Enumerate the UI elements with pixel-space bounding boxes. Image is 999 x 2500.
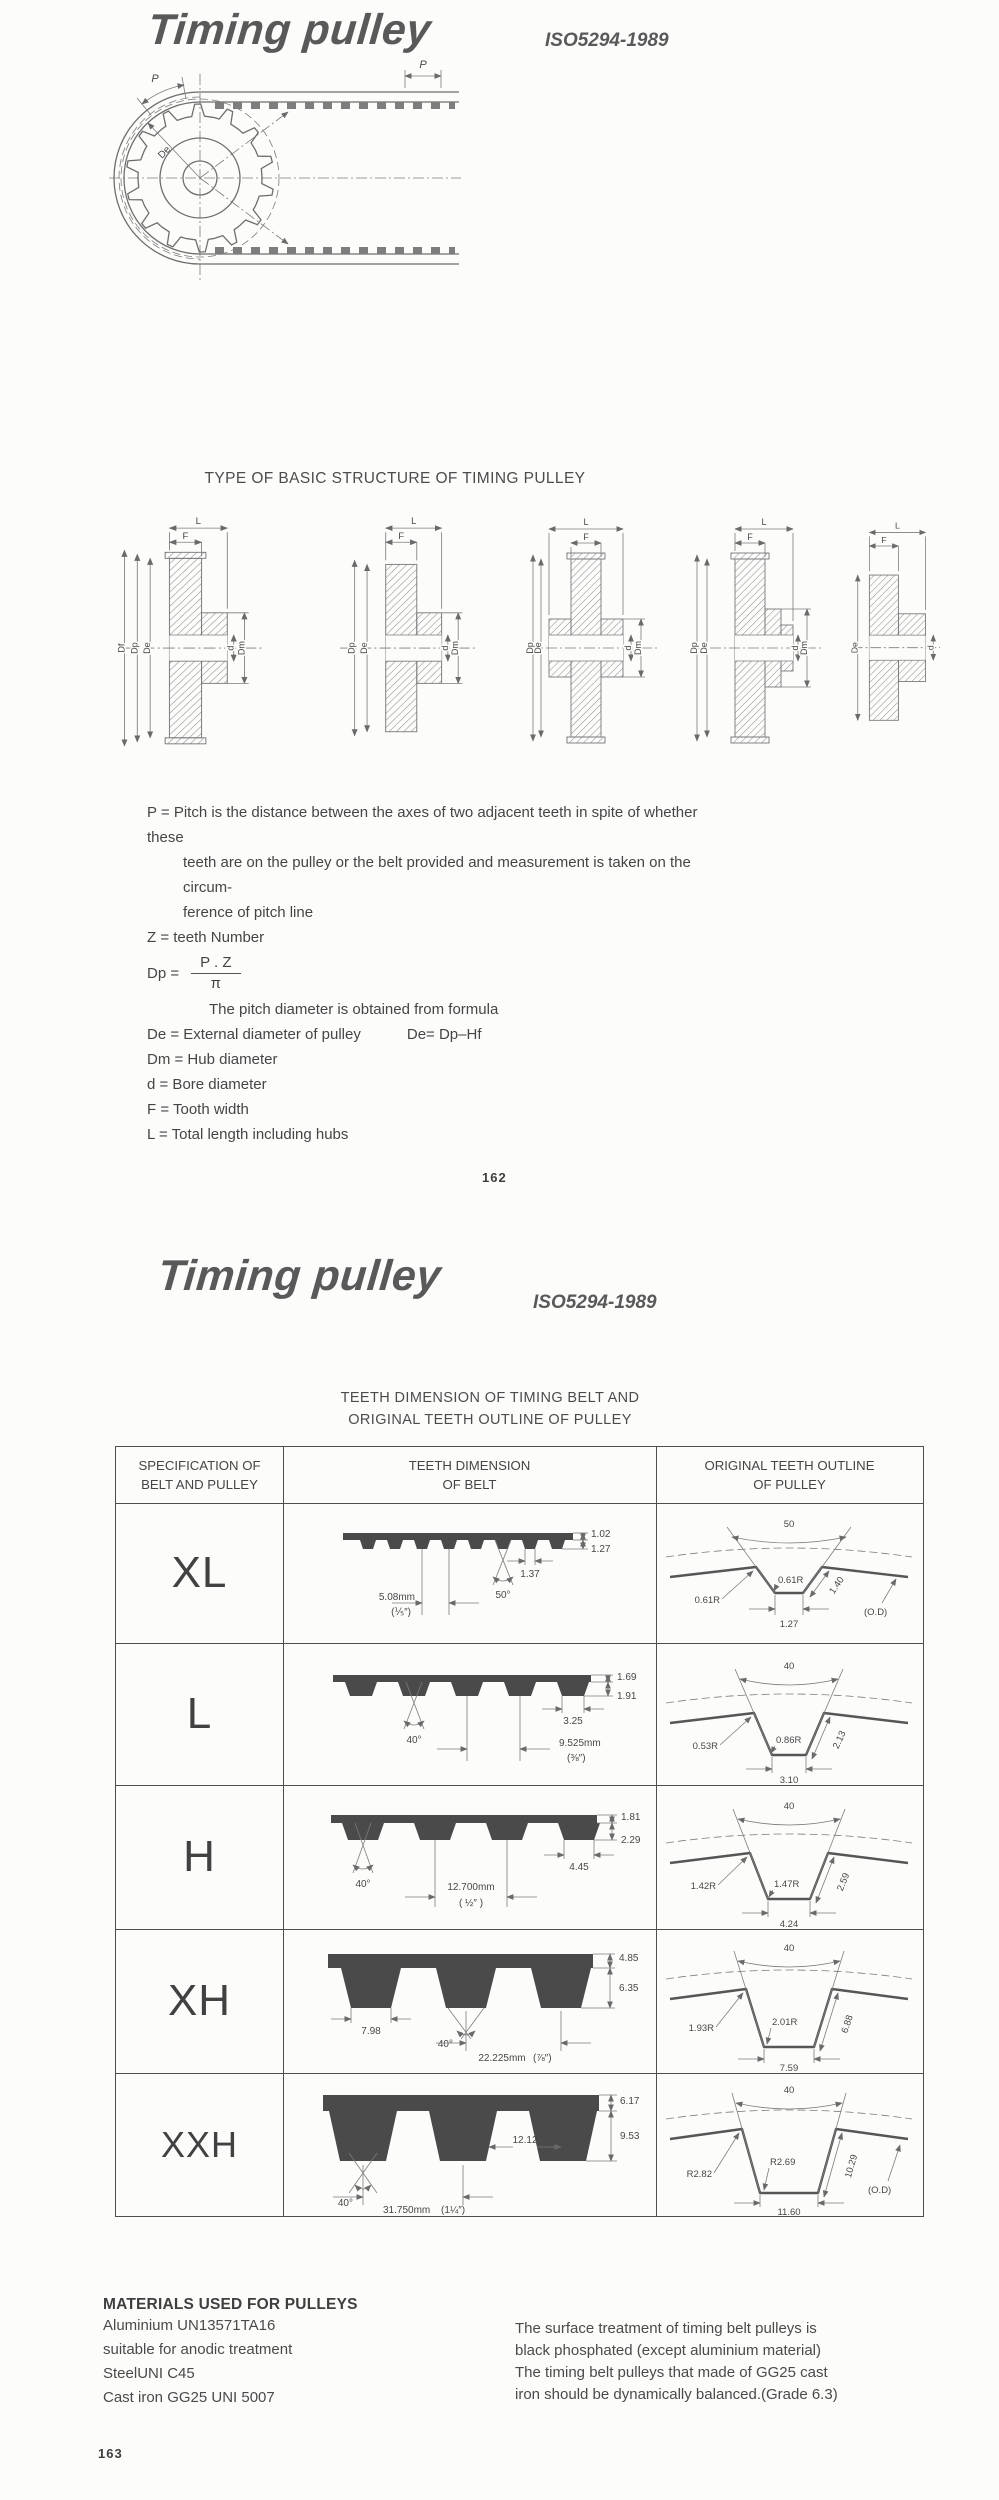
- belt-back-value: 4.85: [619, 1953, 639, 1964]
- tooth-tip-value: 12.12: [512, 2135, 538, 2146]
- materials-section-right: [515, 2318, 955, 2406]
- teeth-dimension-table: [115, 1446, 924, 2217]
- material-line: Aluminium UN13571TA16: [103, 2317, 276, 2334]
- definition-f: F = Tooth width: [147, 1101, 249, 1118]
- belt-tooth-height-value: 2.29: [621, 1835, 641, 1846]
- depth-dimension: [810, 1571, 829, 1597]
- od-arrow: [882, 1579, 896, 1603]
- pulley-outline-xh: [656, 1929, 923, 2073]
- width-value: 3.10: [779, 1775, 799, 1786]
- radius-side-arrow: [714, 2133, 739, 2173]
- width-value: 7.59: [779, 2063, 799, 2074]
- col2-header-line1: TEETH DIMENSION: [408, 1458, 531, 1473]
- col3-header-line1: ORIGINAL TEETH OUTLINE: [704, 1458, 875, 1473]
- angle-construction: [734, 1951, 844, 2047]
- belt-back-value: 6.17: [620, 2096, 640, 2107]
- angle-construction: [732, 2093, 846, 2193]
- width-value: 4.24: [779, 1919, 799, 1930]
- width-dimension: [738, 2049, 840, 2063]
- formula-lhs: Dp =: [147, 965, 180, 982]
- belt-tooth-height-value: 6.35: [619, 1983, 639, 1994]
- depth-value: 2.59: [835, 1871, 853, 1893]
- pulley-outline-xl: [656, 1503, 923, 1643]
- groove-profile: [670, 1853, 908, 1899]
- dim-Dp: Dp: [689, 642, 699, 654]
- structure-diagram-4: [687, 512, 827, 764]
- surface-treatment-line: The surface treatment of timing belt pulleys is: [515, 2320, 817, 2337]
- table-heading-line1: TEETH DIMENSION OF TIMING BELT AND: [340, 1390, 640, 1406]
- dim-d: d: [623, 645, 633, 651]
- spec-label-xh: XH: [167, 1976, 232, 2025]
- dim-Dm: Dm: [236, 641, 247, 656]
- definition-de-text: De = External diameter of pulley: [147, 1026, 361, 1043]
- pitch-arc-label: P: [151, 73, 159, 85]
- radius-root-value: R2.69: [770, 2157, 796, 2168]
- radius-root-value: 0.61R: [778, 1575, 804, 1586]
- surface-treatment-line: The timing belt pulleys that made of GG25 cast: [515, 2364, 828, 2381]
- page-title-2: Timing pulley: [155, 1252, 444, 1300]
- pitch-belt-label: P: [419, 59, 427, 71]
- surface-treatment-line: black phosphated (except aluminium material): [515, 2342, 821, 2359]
- dim-L: L: [195, 516, 202, 527]
- page-number-162: 162: [482, 1170, 507, 1185]
- spec-label-h: H: [183, 1832, 216, 1881]
- pitch-inch-value: (⅕″): [391, 1607, 411, 1618]
- pitch-dimension: [405, 1840, 537, 1907]
- dim-L: L: [895, 520, 900, 531]
- col1-header-line1: SPECIFICATION OF: [138, 1458, 261, 1473]
- pitch-inch-value: (⅞″): [533, 2053, 552, 2064]
- page-number-163: 163: [98, 2446, 123, 2461]
- pitch-mm-value: 9.525mm: [559, 1738, 601, 1749]
- dim-De: De: [358, 642, 370, 654]
- centerlines: [109, 74, 461, 282]
- radius-side-arrow: [716, 1993, 743, 2027]
- definition-d: d = Bore diameter: [147, 1076, 267, 1093]
- radius-side-value: 1.42R: [690, 1881, 716, 1892]
- belt-profile: [331, 1815, 600, 1840]
- groove-angle-value: 40: [783, 2085, 795, 2096]
- dim-L: L: [411, 516, 417, 527]
- pitch-line: [666, 1834, 912, 1843]
- pitch-mm-value: 31.750mm: [383, 2205, 431, 2216]
- radius-root-arrow: [764, 2168, 769, 2190]
- dim-F: F: [182, 531, 189, 542]
- definition-dp-note: The pitch diameter is obtained from formula: [209, 1001, 499, 1018]
- radius-side-arrow: [718, 1857, 747, 1885]
- col1-header-line2: BELT AND PULLEY: [141, 1477, 258, 1492]
- dim-Dm: Dm: [633, 641, 643, 655]
- radius-root-arrow: [769, 1890, 773, 1897]
- pitch-mm-value: 5.08mm: [378, 1592, 415, 1603]
- radius-side-arrow: [720, 1717, 751, 1745]
- definition-dm: Dm = Hub diameter: [147, 1051, 278, 1068]
- spec-label-l: L: [186, 1689, 213, 1738]
- catalog-page-162: [0, 0, 999, 1240]
- definition-z: Z = teeth Number: [147, 929, 265, 946]
- col2-header: [283, 1456, 656, 1494]
- tooth-angle-value: 40°: [355, 1879, 371, 1890]
- belt-back-value: 1.69: [617, 1672, 637, 1683]
- formula-fraction: [191, 953, 240, 994]
- tooth-tip-dimension: [331, 2008, 411, 2023]
- definition-p-line3: ference of pitch line: [183, 904, 314, 921]
- belt-drawing-h: [283, 1785, 656, 1929]
- belt-profile: [328, 1954, 593, 2008]
- definition-p-line1: P = Pitch is the distance between the axes of two adjacent teeth in spite of whether these: [147, 804, 698, 846]
- dim-F: F: [747, 532, 753, 542]
- dim-De: De: [141, 642, 153, 654]
- external-diameter-arrow: [148, 123, 200, 178]
- pitch-inch-value: (⅜″): [567, 1753, 586, 1764]
- belt-drawing-xxh: [283, 2073, 656, 2216]
- pitch-line: [666, 2110, 912, 2119]
- dim-d: d: [925, 645, 936, 651]
- col1-header: [116, 1456, 283, 1494]
- radius-side-value: 0.61R: [694, 1595, 720, 1606]
- groove-angle-value: 40: [783, 1661, 795, 1672]
- pitch-line: [666, 1970, 912, 1979]
- width-dimension: [746, 1757, 832, 1773]
- dim-L: L: [761, 517, 767, 527]
- tooth-tip-value: 4.45: [569, 1862, 589, 1873]
- dim-F: F: [398, 531, 405, 542]
- tooth-tip-value: 1.37: [520, 1569, 540, 1580]
- tooth-tip-dimension: [542, 1696, 604, 1713]
- page-title: Timing pulley: [145, 6, 434, 54]
- belt-tooth-height-value: 1.27: [591, 1544, 611, 1555]
- width-value: 11.60: [777, 2207, 801, 2218]
- standard-label-2: ISO5294-1989: [533, 1292, 657, 1313]
- pulley-outline-l: [656, 1643, 923, 1785]
- dim-Df: Df: [116, 643, 127, 653]
- belt-drawing-xh: [283, 1929, 656, 2073]
- radius-root-arrow: [767, 2028, 771, 2044]
- groove-angle-value: 40: [783, 1801, 795, 1812]
- materials-section-left: [103, 2296, 358, 2410]
- table-heading-line2: ORIGINAL TEETH OUTLINE OF PULLEY: [348, 1412, 632, 1428]
- depth-value: 6.88: [839, 2013, 856, 2035]
- radius-root-arrow: [771, 1746, 775, 1753]
- dim-d: d: [439, 645, 450, 651]
- definition-de-formula: De= Dp–Hf: [406, 1026, 482, 1043]
- pulley-outline-xxh: [656, 2073, 923, 2216]
- spec-label-xl: XL: [171, 1548, 228, 1597]
- belt-back-value: 1.81: [621, 1812, 641, 1823]
- belt-profile: [343, 1533, 573, 1549]
- standard-label: ISO5294-1989: [545, 30, 669, 51]
- tooth-angle-value: 50°: [495, 1590, 511, 1601]
- belt-profile: [333, 1675, 591, 1696]
- radius-side-arrow: [722, 1571, 753, 1599]
- dim-Dm: Dm: [450, 641, 461, 656]
- dim-L: L: [583, 517, 589, 527]
- col3-header-line2: OF PULLEY: [753, 1477, 826, 1492]
- structure-heading: TYPE OF BASIC STRUCTURE OF TIMING PULLEY: [204, 470, 586, 487]
- belt-drawing-xl: [283, 1503, 656, 1643]
- tooth-tip-value: 7.98: [361, 2026, 381, 2037]
- tooth-angle-value: 40°: [337, 2198, 353, 2209]
- dim-De: De: [533, 642, 543, 654]
- dim-F: F: [583, 532, 589, 542]
- depth-value: 1.40: [827, 1574, 847, 1597]
- materials-heading: MATERIALS USED FOR PULLEYS: [103, 2296, 358, 2313]
- belt-back-value: 1.02: [591, 1529, 611, 1540]
- od-label: (O.D): [868, 2185, 892, 2196]
- dim-Dp: Dp: [525, 642, 535, 654]
- pitch-dimension: [437, 1696, 550, 1761]
- radius-root-value: 2.01R: [772, 2017, 798, 2028]
- width-dimension: [734, 2195, 844, 2207]
- material-line: SteelUNI C45: [103, 2365, 195, 2382]
- pulley-belt-drawing: [105, 56, 465, 286]
- pitch-dimension: [436, 2011, 591, 2051]
- radius-side-value: 0.53R: [692, 1741, 718, 1752]
- dim-De: De: [699, 642, 709, 654]
- pitch-dimension: [333, 2165, 493, 2205]
- belt-profile: [323, 2095, 599, 2161]
- formula-denominator: π: [210, 975, 221, 992]
- groove-angle-value: 50: [783, 1519, 795, 1530]
- structure-diagram-2: [336, 512, 481, 764]
- col3-header: [656, 1456, 923, 1494]
- external-diameter-label: De: [156, 144, 174, 162]
- pitch-inch-value: (1¼″): [441, 2205, 466, 2216]
- dim-d: d: [790, 645, 800, 651]
- structure-diagram-3: [523, 512, 663, 764]
- od-label: (O.D): [864, 1607, 888, 1618]
- pitch-mm-value: 12.700mm: [447, 1882, 495, 1893]
- spec-label-xxh: XXH: [160, 2123, 239, 2165]
- depth-value: 2.13: [830, 1729, 849, 1751]
- definitions-block: [147, 800, 727, 1147]
- dim-d: d: [225, 645, 236, 651]
- radius-side-value: 1.93R: [688, 2023, 714, 2034]
- dim-Dp: Dp: [129, 642, 140, 654]
- definition-p-line2: teeth are on the pulley or the belt provided and measurement is taken on the circum-: [183, 854, 691, 896]
- tooth-angle-value: 40°: [437, 2039, 453, 2050]
- material-line: suitable for anodic treatment: [103, 2341, 293, 2358]
- radius-root-value: 1.47R: [774, 1879, 800, 1890]
- dim-Dm: Dm: [799, 641, 809, 655]
- radius-side-value: R2.82: [686, 2169, 712, 2180]
- tooth-tip-dimension: [507, 1549, 553, 1565]
- pitch-dimension-belt: [405, 70, 441, 88]
- pitch-line: [666, 1694, 912, 1703]
- structure-diagram-1: [118, 512, 268, 764]
- radius-root-arrow: [774, 1585, 777, 1591]
- dim-De: De: [849, 642, 860, 654]
- depth-dimension: [812, 1717, 830, 1759]
- materials-list: [103, 2314, 358, 2410]
- pulley-outline-h: [656, 1785, 923, 1929]
- material-line: Cast iron GG25 UNI 5007: [103, 2389, 275, 2406]
- od-arrow: [888, 2145, 900, 2181]
- structure-diagram-5: [850, 512, 942, 764]
- pitch-mm-value: 22.225mm: [478, 2053, 526, 2064]
- pitch-inch-value: ( ½″ ): [458, 1898, 484, 1909]
- formula-numerator: P . Z: [191, 953, 240, 974]
- width-dimension: [742, 1901, 836, 1917]
- belt-drawing-l: [283, 1643, 656, 1785]
- definition-l: L = Total length including hubs: [147, 1126, 349, 1143]
- pitch-dimension: [392, 1549, 479, 1615]
- belt-tooth-height-value: 1.91: [617, 1691, 637, 1702]
- width-dimension: [749, 1595, 829, 1615]
- surface-treatment-line: iron should be dynamically balanced.(Grade 6.3): [515, 2386, 838, 2403]
- width-value: 1.27: [779, 1619, 799, 1630]
- pitch-line: [666, 1548, 912, 1557]
- tooth-angle-value: 40°: [406, 1735, 422, 1746]
- definition-de: [147, 1022, 727, 1047]
- dim-F: F: [881, 535, 887, 546]
- radius-root-value: 0.86R: [776, 1735, 802, 1746]
- col2-header-line2: OF BELT: [442, 1477, 497, 1492]
- tooth-tip-dimension: [544, 1840, 614, 1859]
- depth-value: 10.29: [843, 2153, 861, 2180]
- groove-angle-value: 40: [783, 1943, 795, 1954]
- belt-tooth-height-value: 9.53: [620, 2131, 640, 2142]
- tooth-tip-value: 3.25: [563, 1716, 583, 1727]
- pitch-diameter-formula: [147, 953, 727, 994]
- dim-Dp: Dp: [346, 642, 357, 654]
